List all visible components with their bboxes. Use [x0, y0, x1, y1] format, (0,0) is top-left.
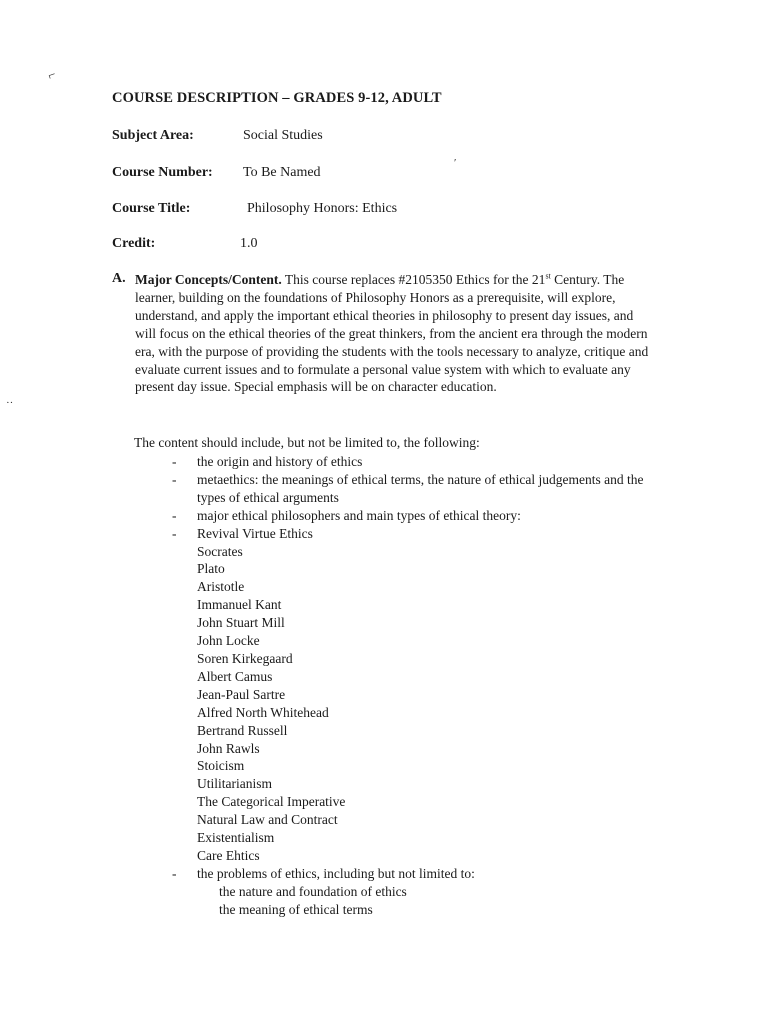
list-item: - metaethics: the meanings of ethical terms, the nature of ethical judgements and the types of ethical arguments — [172, 471, 644, 505]
field-value: To Be Named — [243, 165, 321, 180]
philosopher-item: The Categorical Imperative — [197, 794, 346, 810]
paragraph-text-rest: Century. The learner, building on the foundations of Philosophy Honors as a prerequisite, will explore, understand, and apply the important ethical theories in philosophy to present day issues, and will focus on the ethical theories of the great thinkers, from the ancient era through the modern era, with the purpose of providing the students with the tools necessary to analyze, critique and evaluate current issues and to formulate a personal value system with which to evaluate any present day issue. Special emphasis will be on character education. — [135, 272, 649, 395]
field-course-title — [112, 201, 398, 217]
scan-mark-top: ⌐ — [45, 66, 58, 83]
section-heading: Major Concepts/Content. — [135, 272, 282, 287]
bullet-dash: - — [172, 454, 177, 469]
philosopher-item: Immanuel Kant — [197, 597, 282, 613]
field-value: Philosophy Honors: Ethics — [247, 201, 398, 216]
field-label: Subject Area: — [112, 128, 194, 143]
content-intro: The content should include, but not be limited to, the following: — [134, 435, 480, 450]
philosopher-item: Aristotle — [197, 579, 245, 595]
list-item: - major ethical philosophers and main types of ethical theory: — [172, 507, 521, 523]
field-label: Course Number: — [112, 165, 213, 180]
field-label: Course Title: — [112, 201, 191, 216]
list-item: - the problems of ethics, including but not limited to: — [172, 865, 475, 881]
problem-item: the meaning of ethical terms — [219, 901, 373, 917]
section-marker: A. — [112, 271, 126, 286]
field-value: Social Studies — [243, 128, 323, 143]
ordinal-superscript: st — [545, 271, 551, 281]
philosopher-item: Socrates — [197, 543, 243, 559]
philosopher-item: Plato — [197, 561, 225, 577]
list-item: - Revival Virtue Ethics — [172, 525, 313, 541]
philosopher-item: Soren Kirkegaard — [197, 650, 293, 666]
bullet-dash: - — [172, 865, 177, 881]
scan-mark-side: ·· — [6, 397, 14, 409]
bullet-dash: - — [172, 507, 177, 523]
document-title: COURSE DESCRIPTION – GRADES 9-12, ADULT — [112, 90, 442, 106]
section-paragraph — [135, 271, 652, 396]
philosopher-item: John Stuart Mill — [197, 615, 285, 631]
field-value: 1.0 — [240, 236, 258, 251]
philosopher-item: Utilitarianism — [197, 776, 272, 792]
philosopher-item: Albert Camus — [197, 668, 273, 684]
philosopher-item: John Locke — [197, 633, 260, 649]
section-major-concepts — [112, 271, 652, 396]
scan-mark-mid: ′ — [454, 157, 457, 169]
philosopher-item: Care Ehtics — [197, 847, 260, 863]
philosopher-item: Jean-Paul Sartre — [197, 686, 286, 702]
field-subject-area — [112, 128, 323, 144]
field-credit — [112, 236, 258, 252]
content-list — [172, 453, 652, 919]
problem-item: the nature and foundation of ethics — [219, 883, 407, 899]
philosopher-item: Natural Law and Contract — [197, 812, 338, 828]
philosopher-item: John Rawls — [197, 740, 260, 756]
field-course-number — [112, 165, 321, 181]
list-item: - the origin and history of ethics — [172, 454, 363, 469]
field-label: Credit: — [112, 236, 156, 251]
bullet-dash: - — [172, 471, 177, 487]
paragraph-text-start: This course replaces #2105350 Ethics for the 21 — [284, 272, 546, 287]
philosopher-item: Bertrand Russell — [197, 722, 288, 738]
philosopher-item: Stoicism — [197, 758, 245, 774]
philosopher-item: Existentialism — [197, 830, 275, 846]
philosopher-item: Alfred North Whitehead — [197, 704, 329, 720]
bullet-dash: - — [172, 525, 177, 541]
